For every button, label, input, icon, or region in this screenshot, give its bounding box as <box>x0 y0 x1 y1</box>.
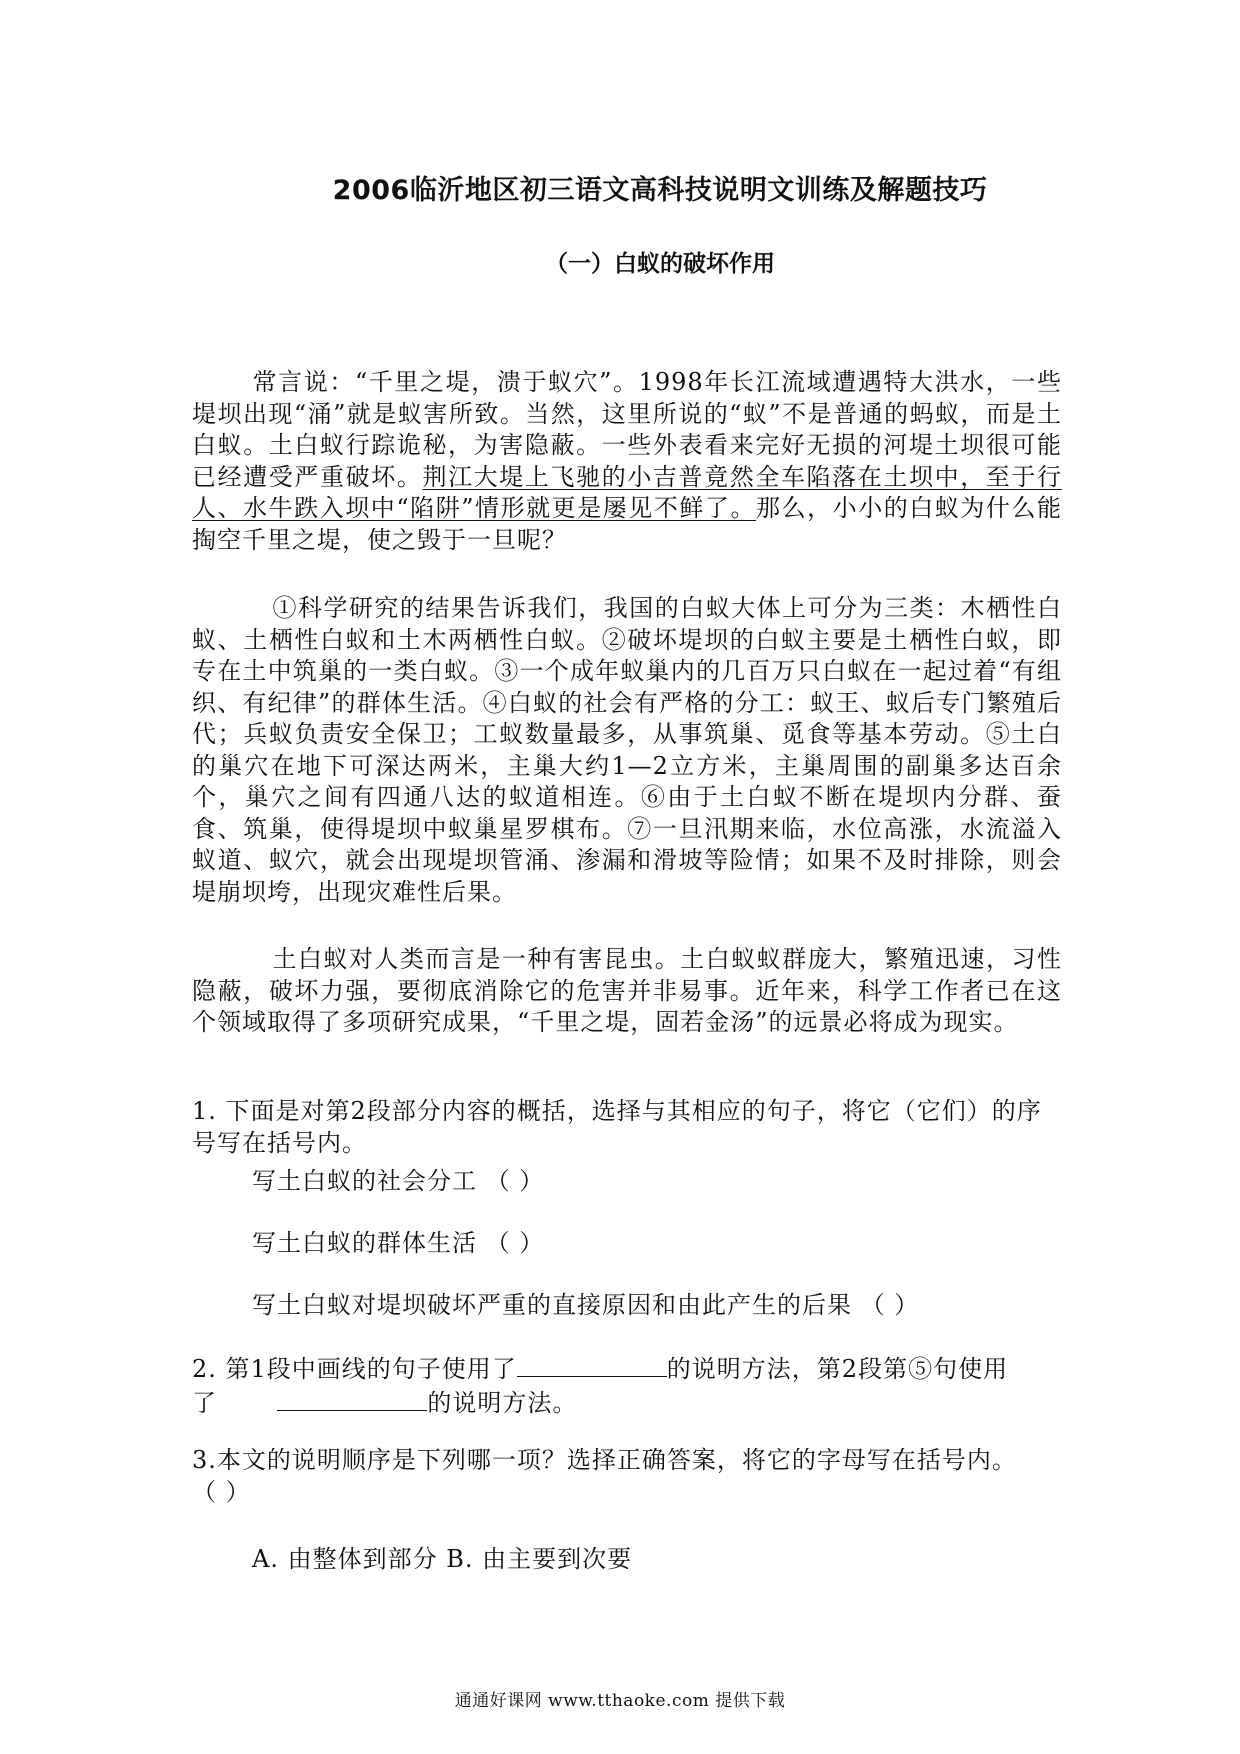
question-2-text-1: 2. 第1段中画线的句子使用了 <box>192 1355 517 1383</box>
page-title: 2006临沂地区初三语文高科技说明文训练及解题技巧 <box>332 175 988 206</box>
answer-blank-1 <box>517 1352 667 1377</box>
paragraph-2 <box>192 593 1062 908</box>
paragraph-1-text-start: 常言说：“千里之堤，溃于蚁穴”。1998年长江流域遭遇特大洪水，一些堤坝出现“涌”就是蚁害所致。当然，这里所说的“蚁”不是普通的蚂蚁，而是土白蚁。土白蚁行踪诡秘，为害隐蔽。一些外表看来完好无损的河堤土坝很可能已经遭受严重破坏。 <box>192 368 1062 491</box>
question-1: 1. 下面是对第2段部分内容的概括，选择与其相应的句子，将它（它们）的序号写在括号内。 <box>192 1097 1042 1157</box>
paragraph-2-text: ①科学研究的结果告诉我们，我国的白蚁大体上可分为三类：木栖性白蚁、土栖性白蚁和土木两栖性白蚁。②破坏堤坝的白蚁主要是土栖性白蚁，即专在土中筑巢的一类白蚁。③一个成年蚁巢内的几百万只白蚁在一起过着“有组织、有纪律”的群体生活。④白蚁的社会有严格的分工：蚁王、蚁后专门繁殖后代；兵蚁负责安全保卫；工蚁数量最多，从事筑巢、觅食等基本劳动。⑤土白的巢穴在地下可深达两米，主巢大约1—2立方米，主巢周围的副巢多达百余个，巢穴之间有四通八达的蚁道相连。⑥由于土白蚁不断在堤坝内分群、蚕食、筑巢，使得堤坝中蚁巢星罗棋布。⑦一旦汛期来临，水位高涨，水流溢入蚁道、蚁穴，就会出现堤坝管涌、渗漏和滑坡等险情；如果不及时排除，则会堤崩坝垮，出现灾难性后果。 <box>192 594 1062 906</box>
answer-blank-2 <box>277 1386 427 1411</box>
section-subtitle: （一）白蚁的破坏作用 <box>545 251 775 277</box>
question-2-text-3: 的说明方法。 <box>427 1388 578 1417</box>
question-2 <box>192 1352 1062 1419</box>
question-3-answer-parens: （ ） <box>192 1477 251 1506</box>
paragraph-3 <box>192 944 1062 1039</box>
question-3 <box>192 1445 1062 1508</box>
question-3-text: 3.本文的说明顺序是下列哪一项？选择正确答案，将它的字母写在括号内。 <box>192 1446 1017 1474</box>
paragraph-1-text-end: 那么，小小的白蚁为什么能掏空千里之堤，使之毁于一旦呢？ <box>192 494 1063 554</box>
question-1-item-a: 写土白蚁的社会分工 （ ） <box>252 1167 545 1195</box>
paragraph-3-text: 土白蚁对人类而言是一种有害昆虫。土白蚁蚁群庞大，繁殖迅速，习性隐蔽，破坏力强，要彻底消除它的危害并非易事。近年来，科学工作者已在这个领域取得了多项研究成果，“千里之堤，固若金汤”的远景必将成为现实。 <box>192 945 1062 1036</box>
page-footer: 通通好课网 www.tthaoke.com 提供下载 <box>454 1691 786 1711</box>
underlined-sentence: 荆江大堤上飞驰的小吉普竟然全车陷落在土坝中，至于行人、水牛跌入坝中“陷阱”情形就更是屡见不鲜了。 <box>192 462 1063 522</box>
question-1-item-b: 写土白蚁的群体生活 （ ） <box>252 1229 545 1257</box>
paragraph-1 <box>192 367 1062 556</box>
question-2-text-2: 的说明方法，第2段第⑤句使用了 <box>192 1355 1009 1417</box>
question-1-item-c: 写土白蚁对堤坝破坏严重的直接原因和由此产生的后果 （ ） <box>252 1291 920 1319</box>
question-3-options: A. 由整体到部分 B. 由主要到次要 <box>252 1545 633 1573</box>
